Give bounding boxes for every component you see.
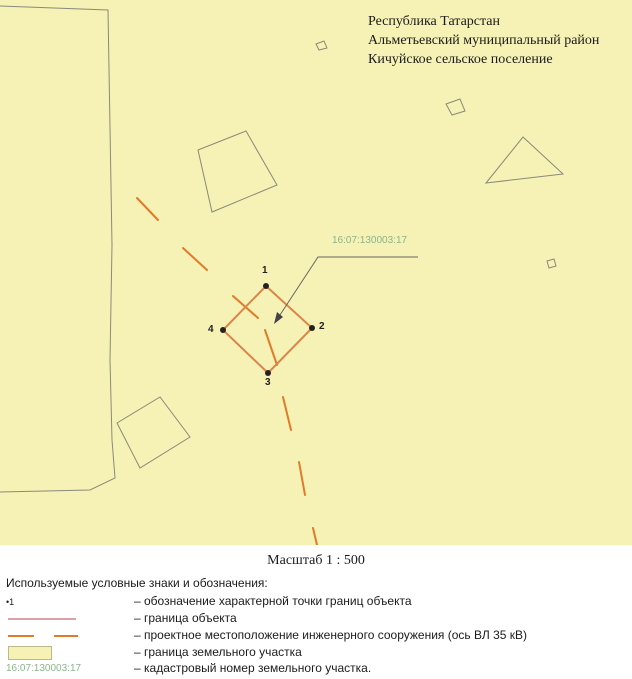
- map-title-line: Альметьевский муниципальный район: [368, 33, 600, 48]
- building-outline-1: [198, 131, 277, 212]
- triangle-outline: [486, 137, 563, 183]
- cadastral-number-label: 16:07:130003:17: [332, 235, 408, 246]
- point-label-4: 4: [208, 324, 214, 335]
- map-title-line: Республика Татарстан: [368, 14, 501, 29]
- legend-boundary-symbol: [6, 611, 106, 627]
- point-label-1: 1: [262, 265, 268, 276]
- parcel-boundary-left: [0, 6, 115, 492]
- cadastral-leader-line: [278, 257, 418, 318]
- building-outline-2: [117, 397, 190, 468]
- map-scale: Масштаб 1 : 500: [267, 553, 365, 568]
- legend-item-power-line: [6, 628, 626, 644]
- legend-item-cadastral: [6, 661, 626, 677]
- power-line-axis: [137, 198, 317, 545]
- building-outline-4: [446, 99, 465, 115]
- legend-cadastral-symbol: 16:07:130003:17: [6, 663, 82, 674]
- legend-item-label: – обозначение характерной точки границ объекта: [134, 594, 412, 608]
- point-marker-4: [220, 327, 226, 333]
- point-label-3: 3: [265, 377, 271, 388]
- legend-power-line-symbol: [6, 628, 106, 644]
- legend-item-parcel: [6, 645, 626, 661]
- building-outline-5: [547, 259, 556, 268]
- legend-title: Используемые условные знаки и обозначения:: [6, 576, 268, 590]
- map-title: [368, 12, 599, 69]
- point-marker-1: [263, 283, 269, 289]
- legend-item-label: – граница земельного участка: [134, 645, 302, 659]
- legend-item-label: – проектное местоположение инженерного сооружения (ось ВЛ 35 кВ): [134, 628, 528, 642]
- legend-parcel-symbol: [6, 645, 106, 661]
- point-marker-3: [265, 370, 271, 376]
- point-marker-2: [309, 325, 315, 331]
- map-title-line: Кичуйское сельское поселение: [368, 52, 553, 67]
- legend-item-label: – граница объекта: [134, 611, 237, 625]
- legend-item-point: [6, 594, 626, 610]
- legend-point-symbol: •1: [6, 597, 15, 607]
- point-label-2: 2: [319, 321, 325, 332]
- legend-item-label: – кадастровый номер земельного участка.: [134, 661, 372, 675]
- building-outline-3: [316, 41, 327, 50]
- legend-item-object-boundary: [6, 611, 626, 627]
- leader-arrowhead: [274, 312, 283, 324]
